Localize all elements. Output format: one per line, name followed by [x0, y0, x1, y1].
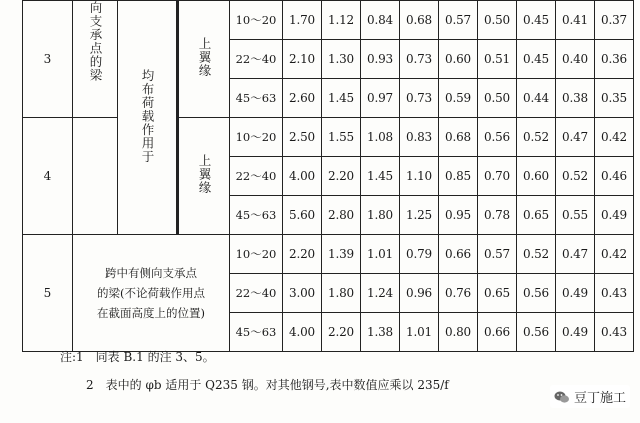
coefficient-cell: 0.43 — [595, 274, 634, 313]
coefficient-cell: 0.70 — [478, 157, 517, 196]
condition-line: 的梁(不论荷载作用点 — [97, 286, 205, 300]
coefficient-cell: 0.76 — [439, 274, 478, 313]
span-range-cell: 22～40 — [230, 274, 283, 313]
coefficient-cell: 0.57 — [478, 235, 517, 274]
table-row — [23, 235, 634, 274]
coefficient-cell: 0.66 — [478, 313, 517, 352]
support-condition-cell — [73, 1, 118, 118]
table-row — [23, 1, 634, 40]
coefficient-cell: 0.73 — [400, 79, 439, 118]
span-range-cell: 45～63 — [230, 79, 283, 118]
coefficient-cell: 0.40 — [556, 40, 595, 79]
watermark-text: 豆丁施工 — [573, 391, 626, 406]
coefficient-cell: 2.50 — [283, 118, 322, 157]
row-number-cell: 3 — [23, 1, 73, 118]
coefficient-cell: 1.30 — [322, 40, 361, 79]
coefficient-cell: 0.50 — [478, 1, 517, 40]
coefficient-cell: 2.20 — [322, 157, 361, 196]
stability-coefficient-table — [22, 0, 634, 352]
coefficient-cell: 0.50 — [478, 79, 517, 118]
coefficient-cell: 1.01 — [400, 313, 439, 352]
coefficient-cell: 0.68 — [400, 1, 439, 40]
coefficient-cell: 0.42 — [595, 235, 634, 274]
coefficient-cell: 0.56 — [517, 313, 556, 352]
coefficient-cell: 0.52 — [517, 118, 556, 157]
span-range-cell: 10～20 — [230, 1, 283, 40]
coefficient-cell: 0.45 — [517, 40, 556, 79]
span-range-cell: 10～20 — [230, 235, 283, 274]
span-range-cell: 22～40 — [230, 157, 283, 196]
coefficient-cell: 2.60 — [283, 79, 322, 118]
coefficient-cell: 0.56 — [478, 118, 517, 157]
coefficient-cell: 0.55 — [556, 196, 595, 235]
support-condition-cell-empty — [73, 118, 118, 235]
note-1: 注:1 同表 B.1 的注 3、5。 — [60, 350, 215, 364]
coefficient-cell: 0.45 — [517, 1, 556, 40]
coefficient-cell: 0.95 — [439, 196, 478, 235]
coefficient-cell: 1.24 — [361, 274, 400, 313]
coefficient-cell: 0.52 — [556, 157, 595, 196]
coefficient-cell: 0.73 — [400, 40, 439, 79]
coefficient-cell: 5.60 — [283, 196, 322, 235]
flange-cell — [178, 1, 230, 118]
coefficient-cell: 1.45 — [322, 79, 361, 118]
coefficient-cell: 0.56 — [517, 274, 556, 313]
flange-cell — [178, 118, 230, 235]
coefficient-cell: 0.59 — [439, 79, 478, 118]
span-range-cell: 22～40 — [230, 40, 283, 79]
row-number-cell: 4 — [23, 118, 73, 235]
coefficient-cell: 4.00 — [283, 157, 322, 196]
coefficient-cell: 0.41 — [556, 1, 595, 40]
coefficient-cell: 0.96 — [400, 274, 439, 313]
coefficient-cell: 0.60 — [439, 40, 478, 79]
coefficient-cell: 1.39 — [322, 235, 361, 274]
coefficient-cell: 0.80 — [439, 313, 478, 352]
coefficient-cell: 3.00 — [283, 274, 322, 313]
coefficient-cell: 1.45 — [361, 157, 400, 196]
coefficient-cell: 0.84 — [361, 1, 400, 40]
coefficient-cell: 0.65 — [517, 196, 556, 235]
coefficient-cell: 0.49 — [556, 274, 595, 313]
coefficient-cell: 1.80 — [361, 196, 400, 235]
coefficient-cell: 0.42 — [595, 118, 634, 157]
coefficient-cell: 0.44 — [517, 79, 556, 118]
coefficient-cell: 0.83 — [400, 118, 439, 157]
coefficient-cell: 1.08 — [361, 118, 400, 157]
coefficient-cell: 0.47 — [556, 235, 595, 274]
coefficient-cell: 0.49 — [595, 196, 634, 235]
coefficient-cell: 0.60 — [517, 157, 556, 196]
load-type-text: 均布荷载作用于 — [140, 68, 155, 164]
watermark — [550, 385, 630, 408]
table-row — [23, 118, 634, 157]
coefficient-cell: 1.80 — [322, 274, 361, 313]
load-type-cell — [118, 1, 178, 235]
coefficient-cell: 2.10 — [283, 40, 322, 79]
coefficient-cell: 2.80 — [322, 196, 361, 235]
coefficient-cell: 0.85 — [439, 157, 478, 196]
condition-line: 跨中有侧向支承点 — [105, 266, 197, 280]
coefficient-cell: 1.12 — [322, 1, 361, 40]
support-condition-text: 向支承点的梁 — [88, 1, 103, 82]
coefficient-cell: 0.35 — [595, 79, 634, 118]
coefficient-cell: 1.01 — [361, 235, 400, 274]
coefficient-cell: 0.52 — [517, 235, 556, 274]
coefficient-cell: 0.46 — [595, 157, 634, 196]
coefficient-cell: 0.97 — [361, 79, 400, 118]
condition-line: 在截面高度上的位置) — [97, 306, 205, 320]
coefficient-cell: 1.55 — [322, 118, 361, 157]
coefficient-cell: 0.36 — [595, 40, 634, 79]
coefficient-cell: 0.93 — [361, 40, 400, 79]
coefficient-cell: 0.47 — [556, 118, 595, 157]
row-number-cell: 5 — [23, 235, 73, 352]
flange-text: 上翼缘 — [197, 37, 212, 78]
coefficient-cell: 0.79 — [400, 235, 439, 274]
wechat-logo-icon — [554, 389, 570, 405]
note-2: 2 表中的 φb 适用于 Q235 钢。对其他钢号,表中数值应乘以 235/f — [86, 378, 449, 392]
coefficient-cell: 0.49 — [556, 313, 595, 352]
span-range-cell: 45～63 — [230, 313, 283, 352]
coefficient-cell: 0.51 — [478, 40, 517, 79]
span-range-cell: 45～63 — [230, 196, 283, 235]
coefficient-cell: 2.20 — [283, 235, 322, 274]
coefficient-cell: 1.70 — [283, 1, 322, 40]
condition-cell — [73, 235, 230, 352]
coefficient-cell: 0.68 — [439, 118, 478, 157]
coefficient-cell: 0.43 — [595, 313, 634, 352]
table-notes — [60, 343, 449, 399]
coefficient-cell: 4.00 — [283, 313, 322, 352]
coefficient-cell: 1.25 — [400, 196, 439, 235]
span-range-cell: 10～20 — [230, 118, 283, 157]
coefficient-cell: 1.38 — [361, 313, 400, 352]
coefficient-cell: 0.57 — [439, 1, 478, 40]
flange-text: 上翼缘 — [197, 154, 212, 195]
coefficient-cell: 0.65 — [478, 274, 517, 313]
coefficient-cell: 0.66 — [439, 235, 478, 274]
coefficient-cell: 1.10 — [400, 157, 439, 196]
coefficient-cell: 0.78 — [478, 196, 517, 235]
coefficient-cell: 0.37 — [595, 1, 634, 40]
coefficient-cell: 2.20 — [322, 313, 361, 352]
coefficient-cell: 0.38 — [556, 79, 595, 118]
